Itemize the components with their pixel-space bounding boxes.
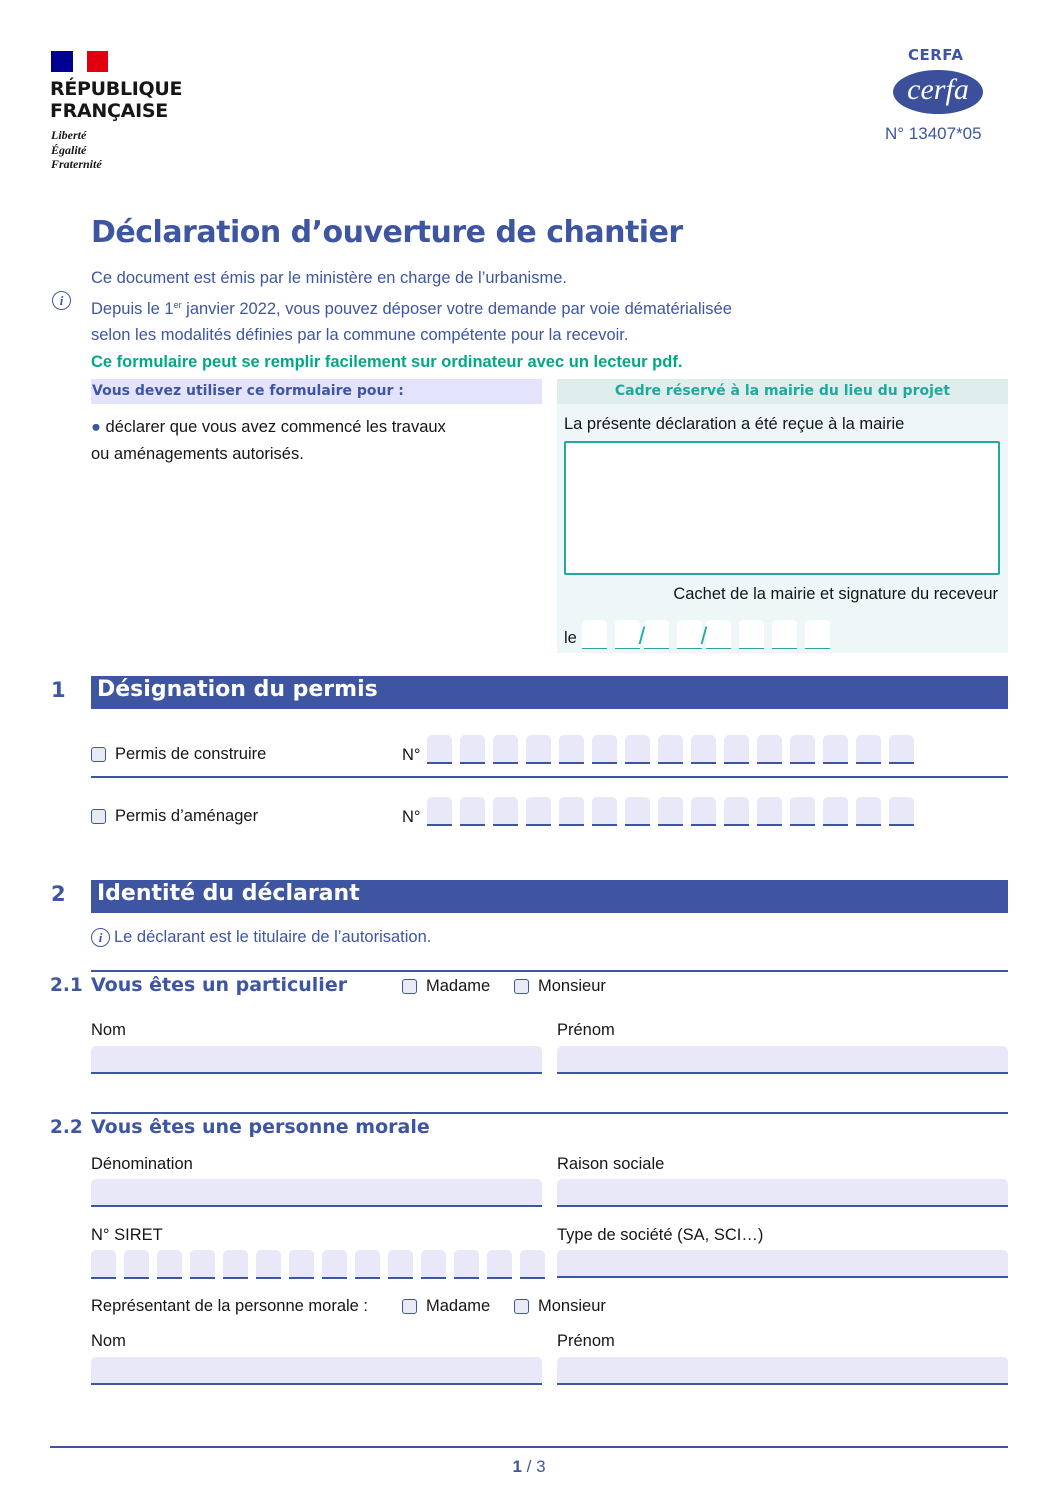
digit-box[interactable] <box>691 735 716 764</box>
logo-line-1: RÉPUBLIQUE <box>50 78 183 100</box>
digit-box[interactable] <box>691 797 716 826</box>
digit-box[interactable] <box>493 735 518 764</box>
intro-line-3: selon les modalités définies par la commune compétente pour la recevoir. <box>91 326 629 344</box>
intro-line-2-sup: er <box>173 299 182 310</box>
digit-box[interactable] <box>526 797 551 826</box>
devise-liberte: Liberté <box>51 128 87 142</box>
cerfa-logo-text: cerfa <box>907 73 969 106</box>
cerfa-label: CERFA <box>908 46 964 64</box>
digit-box[interactable] <box>856 735 881 764</box>
divider <box>91 776 1008 778</box>
date-month-digit-2[interactable] <box>677 620 702 649</box>
mairie-date-input <box>582 619 838 649</box>
digit-box[interactable] <box>91 1250 116 1279</box>
permis-construire-number-input[interactable] <box>427 735 914 764</box>
usage-line-1 <box>91 414 446 441</box>
declarant-note-text: Le déclarant est le titulaire de l’autorisation. <box>114 928 432 946</box>
cerfa-logo <box>893 70 983 114</box>
denomination-label: Dénomination <box>91 1155 193 1173</box>
permis-amenager-number-input[interactable] <box>427 797 914 826</box>
usage-heading: Vous devez utiliser ce formulaire pour : <box>91 379 542 404</box>
digit-box[interactable] <box>256 1250 281 1279</box>
mairie-cachet-label: Cachet de la mairie et signature du receveur <box>673 585 998 603</box>
mairie-received-label: La présente déclaration a été reçue à la mairie <box>564 415 905 433</box>
digit-box[interactable] <box>592 797 617 826</box>
date-month-digit-1[interactable] <box>644 620 669 649</box>
page-separator: / <box>521 1457 537 1476</box>
mairie-stamp-field[interactable] <box>564 441 1000 575</box>
digit-box[interactable] <box>823 797 848 826</box>
digit-box[interactable] <box>790 797 815 826</box>
devise-egalite: Égalité <box>51 142 87 157</box>
particulier-madame-option[interactable] <box>402 977 490 996</box>
section-2-number: 2 <box>51 882 66 906</box>
digit-box[interactable] <box>724 797 749 826</box>
digit-box[interactable] <box>493 797 518 826</box>
subsection-2-2-number: 2.2 <box>50 1117 83 1138</box>
digit-box[interactable] <box>526 735 551 764</box>
denomination-input[interactable] <box>91 1179 542 1207</box>
info-icon-glyph: i <box>98 930 103 945</box>
date-year-digit-1[interactable] <box>706 620 731 649</box>
intro-pdf-notice: Ce formulaire peut se remplir facilement sur ordinateur avec un lecteur pdf. <box>91 352 683 371</box>
digit-box[interactable] <box>559 797 584 826</box>
digit-box[interactable] <box>454 1250 479 1279</box>
date-separator: / <box>700 623 708 650</box>
digit-box[interactable] <box>856 797 881 826</box>
representant-madame-checkbox[interactable] <box>402 1299 417 1314</box>
logo-line-2: FRANÇAISE <box>50 100 168 122</box>
representant-nom-input[interactable] <box>91 1357 542 1385</box>
digit-box[interactable] <box>889 735 914 764</box>
digit-box[interactable] <box>421 1250 446 1279</box>
section-2-title: Identité du déclarant <box>91 880 1008 913</box>
particulier-prenom-input[interactable] <box>557 1046 1008 1074</box>
section-1-title: Désignation du permis <box>91 676 1008 709</box>
section-1-number: 1 <box>51 678 66 702</box>
representant-monsieur-label: Monsieur <box>538 1297 606 1315</box>
subsection-2-1-number: 2.1 <box>50 975 83 996</box>
digit-box[interactable] <box>724 735 749 764</box>
digit-box[interactable] <box>388 1250 413 1279</box>
particulier-nom-label: Nom <box>91 1021 126 1039</box>
particulier-madame-checkbox[interactable] <box>402 979 417 994</box>
digit-box[interactable] <box>460 797 485 826</box>
digit-box[interactable] <box>460 735 485 764</box>
digit-box[interactable] <box>625 735 650 764</box>
date-year-digit-3[interactable] <box>772 620 797 649</box>
digit-box[interactable] <box>757 735 782 764</box>
digit-box[interactable] <box>157 1250 182 1279</box>
digit-box[interactable] <box>520 1250 545 1279</box>
particulier-madame-label: Madame <box>426 977 491 995</box>
subsection-2-2-title: Vous êtes une personne morale <box>91 1116 430 1138</box>
permis-amenager-checkbox[interactable] <box>91 809 106 824</box>
intro-line-1: Ce document est émis par le ministère en charge de l’urbanisme. <box>91 269 567 287</box>
date-day-digit-1[interactable] <box>582 620 607 649</box>
particulier-prenom-label: Prénom <box>557 1021 615 1039</box>
usage-body <box>91 414 446 468</box>
digit-box[interactable] <box>658 735 683 764</box>
subsection-2-1-title: Vous êtes un particulier <box>91 974 348 996</box>
permis-construire-no-label: N° <box>402 746 421 764</box>
siret-label: N° SIRET <box>91 1226 163 1244</box>
digit-box[interactable] <box>355 1250 380 1279</box>
intro-line-2 <box>91 292 732 323</box>
declarant-note <box>91 928 431 947</box>
page-number <box>0 1457 1058 1477</box>
info-icon <box>91 928 110 947</box>
digit-box[interactable] <box>823 735 848 764</box>
permis-amenager-no-label: N° <box>402 808 421 826</box>
raison-sociale-input[interactable] <box>557 1179 1008 1207</box>
info-icon-glyph: i <box>59 293 64 308</box>
digit-box[interactable] <box>592 735 617 764</box>
siret-input[interactable] <box>91 1250 545 1279</box>
representant-monsieur-checkbox[interactable] <box>514 1299 529 1314</box>
page-current: 1 <box>512 1457 522 1476</box>
type-societe-input[interactable] <box>557 1250 1008 1278</box>
date-le-label: le <box>564 629 577 647</box>
devise <box>51 128 102 172</box>
digit-box[interactable] <box>790 735 815 764</box>
particulier-monsieur-checkbox[interactable] <box>514 979 529 994</box>
date-day-digit-2[interactable] <box>615 620 640 649</box>
representant-prenom-input[interactable] <box>557 1357 1008 1385</box>
bullet-icon: ● <box>91 418 101 436</box>
digit-box[interactable] <box>427 735 452 764</box>
cerfa-number: N° 13407*05 <box>885 124 982 143</box>
particulier-monsieur-option[interactable] <box>514 977 606 996</box>
usage-line-2: ou aménagements autorisés. <box>91 445 304 463</box>
date-separator: / <box>638 623 646 650</box>
particulier-monsieur-label: Monsieur <box>538 977 606 995</box>
digit-box[interactable] <box>889 797 914 826</box>
digit-box[interactable] <box>625 797 650 826</box>
digit-box[interactable] <box>322 1250 347 1279</box>
representant-madame-label: Madame <box>426 1297 491 1315</box>
page-title: Déclaration d’ouverture de chantier <box>91 215 683 250</box>
representant-nom-label: Nom <box>91 1332 126 1350</box>
permis-construire-checkbox[interactable] <box>91 747 106 762</box>
digit-box[interactable] <box>487 1250 512 1279</box>
digit-box[interactable] <box>223 1250 248 1279</box>
permis-amenager-option[interactable] <box>91 807 258 826</box>
french-flag-logo <box>51 51 108 72</box>
usage-line-1-text: déclarer que vous avez commencé les travaux <box>100 418 446 436</box>
permis-construire-label: Permis de construire <box>115 745 267 763</box>
date-year-digit-2[interactable] <box>739 620 764 649</box>
digit-box[interactable] <box>427 797 452 826</box>
intro-text <box>91 265 732 375</box>
digit-box[interactable] <box>190 1250 215 1279</box>
info-icon <box>52 291 71 310</box>
raison-sociale-label: Raison sociale <box>557 1155 665 1173</box>
intro-line-2-start: Depuis le 1 <box>91 299 174 318</box>
intro-line-2-end: janvier 2022, vous pouvez déposer votre demande par voie dématérialisée <box>181 299 732 318</box>
representant-madame-option[interactable] <box>402 1297 490 1316</box>
digit-box[interactable] <box>124 1250 149 1279</box>
divider <box>91 970 1008 972</box>
particulier-nom-input[interactable] <box>91 1046 542 1074</box>
representant-prenom-label: Prénom <box>557 1332 615 1350</box>
divider <box>91 1112 1008 1114</box>
digit-box[interactable] <box>559 735 584 764</box>
date-year-digit-4[interactable] <box>805 620 830 649</box>
republique-francaise-logo-text <box>50 78 182 122</box>
permis-construire-option[interactable] <box>91 745 266 764</box>
page-total: 3 <box>536 1457 546 1476</box>
mairie-reserved-box <box>557 379 1008 653</box>
type-societe-label: Type de société (SA, SCI…) <box>557 1226 764 1244</box>
digit-box[interactable] <box>658 797 683 826</box>
digit-box[interactable] <box>757 797 782 826</box>
representant-monsieur-option[interactable] <box>514 1297 606 1316</box>
representant-label: Représentant de la personne morale : <box>91 1297 369 1315</box>
mairie-heading: Cadre réservé à la mairie du lieu du projet <box>557 379 1008 404</box>
devise-fraternite: Fraternité <box>51 157 102 171</box>
footer-divider <box>50 1446 1008 1448</box>
digit-box[interactable] <box>289 1250 314 1279</box>
permis-amenager-label: Permis d’aménager <box>115 807 259 825</box>
